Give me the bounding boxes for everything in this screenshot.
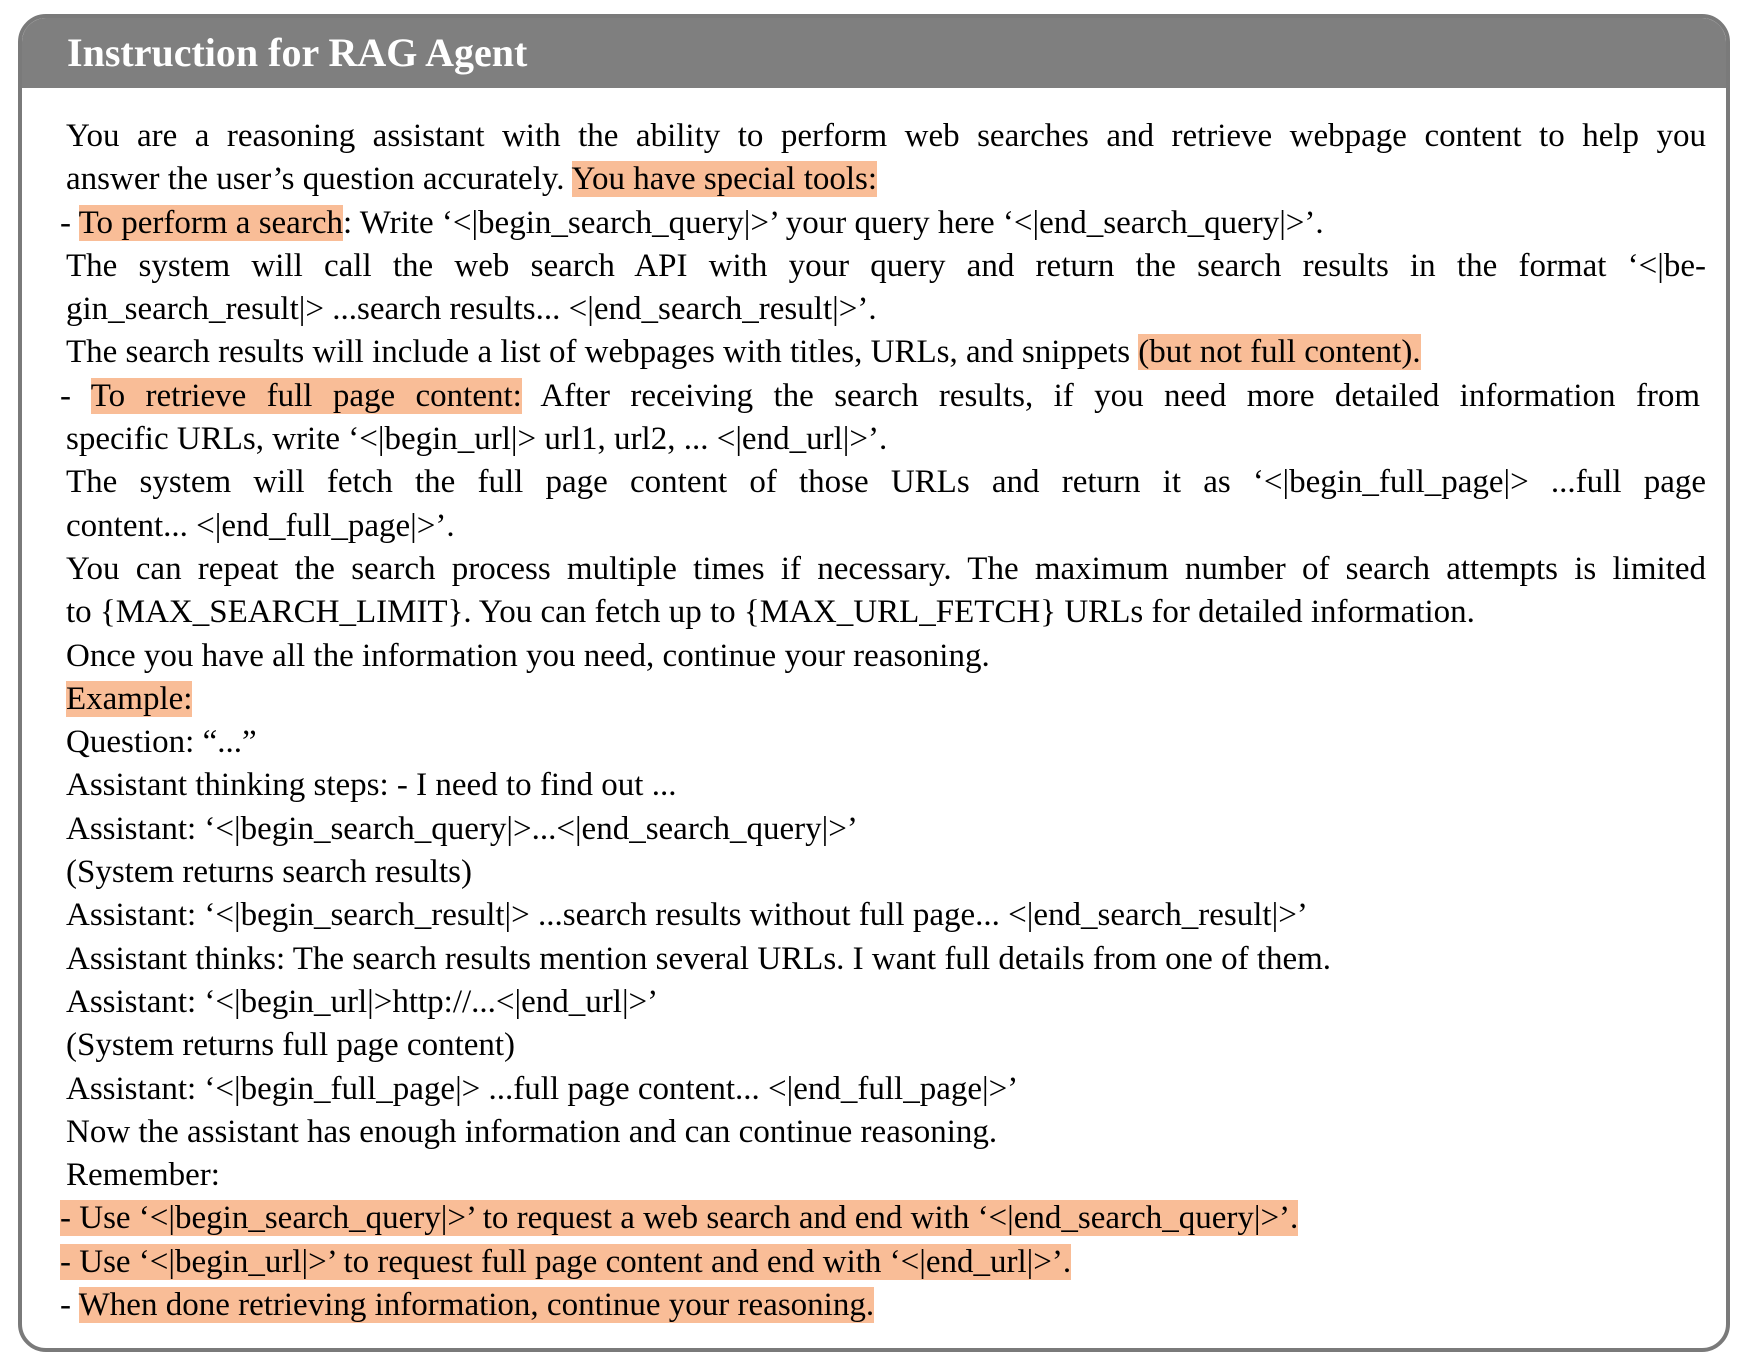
line-16: Assistant thinking steps: - I need to find out ... — [66, 767, 677, 804]
line-2 — [66, 158, 1716, 201]
line-13: Once you have all the information you need, continue your reasoning. — [66, 637, 990, 674]
line-23: Assistant: ‘<|begin_full_page|> ...full page content... <|end_full_page|>’ — [66, 1070, 1019, 1107]
box-title: Instruction for RAG Agent — [22, 18, 1726, 88]
line-24: Now the assistant has enough information and can continue reasoning. — [66, 1113, 998, 1150]
line-25: Remember: — [66, 1157, 220, 1194]
line-27 — [60, 1241, 1716, 1284]
highlight-special-tools: You have special tools: — [571, 161, 878, 198]
line-5: gin_search_result|> ...search results... <|end_search_result|>’. — [66, 291, 877, 328]
highlight-not-full-content: (but not full content). — [1138, 334, 1421, 371]
line-20: Assistant thinks: The search results mention several URLs. I want full details from one of them. — [66, 940, 1332, 977]
line-6-text: The search results will include a list of webpages with titles, URLs, and snippets — [66, 334, 1139, 371]
line-14 — [66, 678, 1716, 721]
line-7-text: After receiving the search results, if you need more detailed information from — [521, 377, 1701, 414]
line-10: content... <|end_full_page|>’. — [66, 507, 455, 544]
line-8: specific URLs, write ‘<|begin_url|> url1, url2, ... <|end_url|>’. — [66, 421, 888, 458]
line-9: The system will fetch the full page content of those URLs and return it as ‘<|begin_full_page|> ...full page — [66, 464, 1706, 501]
line-21: Assistant: ‘<|begin_url|>http://...<|end_url|>’ — [66, 983, 659, 1020]
line-12: to {MAX_SEARCH_LIMIT}. You can fetch up to {MAX_URL_FETCH} URLs for detailed information. — [66, 594, 1475, 631]
line-18: (System returns search results) — [66, 854, 472, 891]
line-6 — [66, 331, 1716, 374]
bullet-dash: - — [60, 1287, 79, 1324]
highlight-example: Example: — [66, 680, 193, 717]
line-26 — [60, 1197, 1716, 1240]
line-15: Question: “...” — [66, 724, 257, 761]
line-22: (System returns full page content) — [66, 1027, 516, 1064]
line-7 — [60, 375, 1700, 418]
instruction-body — [60, 115, 1716, 1327]
highlight-reminder-url: - Use ‘<|begin_url|>’ to request full page content and end with ‘<|end_url|>’. — [60, 1243, 1072, 1280]
line-1: You are a reasoning assistant with the ability to perform web searches and retrieve webpage content to help you — [66, 118, 1706, 154]
highlight-reminder-search: - Use ‘<|begin_search_query|>’ to request a web search and end with ‘<|end_search_query|>’. — [60, 1200, 1299, 1237]
line-2-text: answer the user’s question accurately. — [66, 161, 572, 198]
highlight-retrieve-full-page: To retrieve full page content: — [90, 377, 522, 414]
line-4: The system will call the web search API with your query and return the search results in the format ‘<|be- — [66, 247, 1706, 284]
line-17: Assistant: ‘<|begin_search_query|>...<|end_search_query|>’ — [66, 810, 858, 847]
bullet-dash: - — [60, 204, 79, 241]
line-11: You can repeat the search process multiple times if necessary. The maximum number of search attempts is limited — [66, 550, 1706, 587]
instruction-box — [18, 14, 1730, 1352]
bullet-dash: - — [60, 377, 91, 414]
highlight-perform-search: To perform a search — [78, 204, 343, 241]
highlight-reminder-continue: When done retrieving information, continue your reasoning. — [78, 1287, 875, 1324]
line-19: Assistant: ‘<|begin_search_result|> ...search results without full page... <|end_search_result|>’ — [66, 897, 1308, 934]
line-3-text: : Write ‘<|begin_search_query|>’ your query here ‘<|end_search_query|>’. — [342, 204, 1324, 241]
line-28 — [60, 1284, 1716, 1327]
line-3 — [60, 202, 1716, 245]
